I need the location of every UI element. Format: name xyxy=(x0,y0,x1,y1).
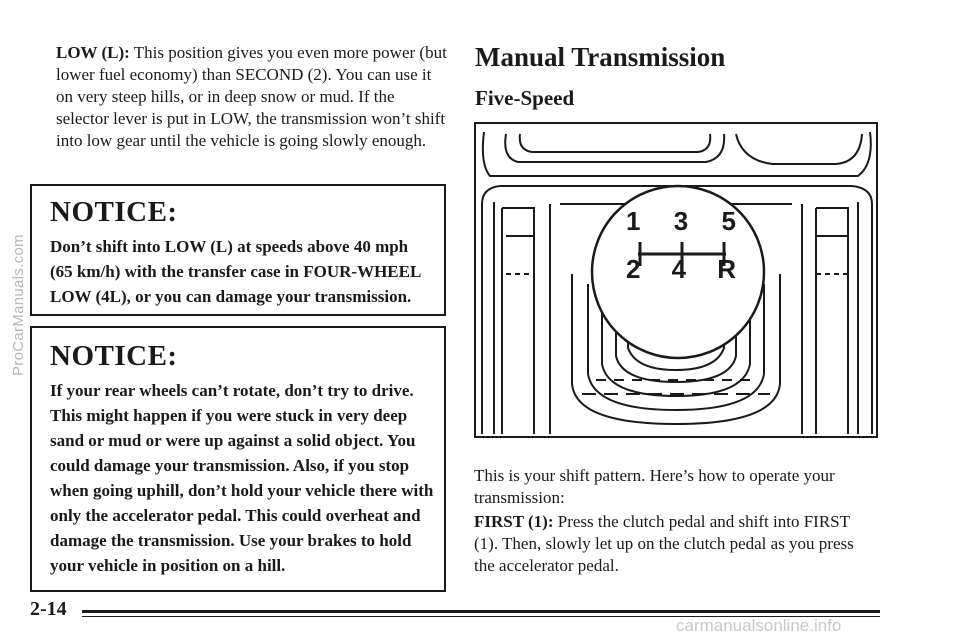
notice-box-stuck-wheels xyxy=(30,326,446,592)
notice-text: If your rear wheels can’t rotate, don’t try to drive. This might happen if you were stuck in very deep sand or mud or were up against a solid object. You could damage your transmission. Also, if you stop when going uphill, don’t hold your vehicle there with only the accelerator pedal. This could overheat and damage the transmission. Use your brakes to hold your vehicle in position on a hill. xyxy=(50,381,434,575)
gear-row-bottom xyxy=(626,254,736,285)
footer-rule xyxy=(82,610,880,613)
gear-label: 5 xyxy=(721,206,736,236)
gear-label: 3 xyxy=(673,206,689,236)
notice-box-low-speed xyxy=(30,184,446,316)
watermark-left: ProCarManuals.com xyxy=(10,234,27,376)
section-subtitle: Five-Speed xyxy=(475,86,575,110)
notice-title: NOTICE: xyxy=(50,340,178,372)
watermark-bottom: carmanualsonline.info xyxy=(676,616,842,635)
shift-pattern-illustration xyxy=(474,122,878,438)
gear-label: 4 xyxy=(671,254,687,284)
gear-row-top xyxy=(626,206,736,237)
low-gear-text: This position gives you even more power (but lower fuel economy) than SECOND (2). You can use it on very steep hills, or in deep snow or mud. If the selector lever is put in LOW, the transmission won’t shift into low gear until the vehicle is going slowly enough. xyxy=(56,43,447,150)
low-gear-paragraph xyxy=(56,42,451,152)
first-gear-paragraph xyxy=(474,511,874,577)
notice-title: NOTICE: xyxy=(50,196,178,228)
page-number: 2-14 xyxy=(30,598,67,620)
first-gear-text: Press the clutch pedal and shift into FIRST (1). Then, slowly let up on the clutch pedal as you press the accelerator pedal. xyxy=(474,512,854,575)
section-title: Manual Transmission xyxy=(475,42,726,72)
shift-pattern-paragraph: This is your shift pattern. Here’s how to operate your transmission: xyxy=(474,466,835,507)
gear-label: R xyxy=(717,254,736,284)
first-gear-label: FIRST (1): xyxy=(474,512,554,531)
gear-label: 1 xyxy=(626,206,641,236)
notice-text: Don’t shift into LOW (L) at speeds above 40 mph (65 km/h) with the transfer case in FOUR-WHEEL LOW (4L), or you can damage your transmission. xyxy=(50,237,421,306)
gear-label: 2 xyxy=(626,254,641,284)
low-gear-label: LOW (L): xyxy=(56,43,130,62)
